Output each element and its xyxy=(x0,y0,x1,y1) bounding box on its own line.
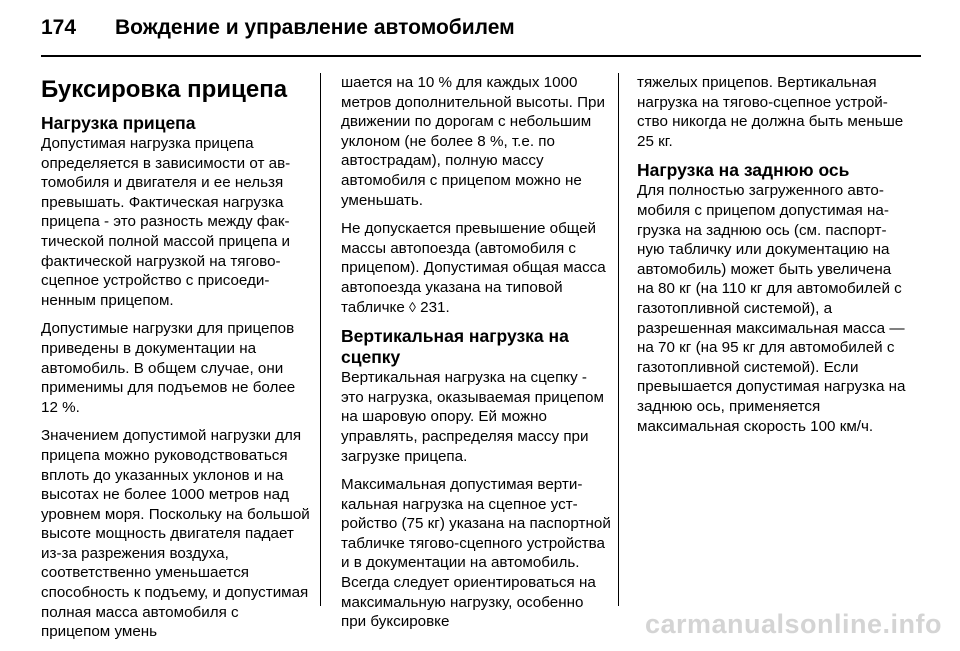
paragraph: тяжелых прицепов. Вертикальная нагрузка на тягово-сцепное устройство никогда не должна быть меньше 25 кг. xyxy=(637,74,904,150)
subsection-title-tongue-load: Вертикальная нагрузка на сцепку xyxy=(341,326,569,368)
section-title: Буксировка прицепа xyxy=(41,76,288,103)
page-number: 174 xyxy=(41,16,77,39)
paragraph xyxy=(341,219,611,317)
paragraph: Допустимые нагрузки для прицепов приведены в документации на автомобиль. В общем случае, они применимы для подъемов не более 12 %. xyxy=(41,320,296,416)
paragraph: Допустимая нагрузка прицепа определяется в зависимости от автомобиля и двигателя и ее нельзя превышать. Фактическая нагрузка прицепа - это разность между фактической полной массой прицепа и фактической нагрузкой на тягово-сцепное устройство с присоединенным прицепом. xyxy=(41,135,291,309)
text-column-3 xyxy=(637,73,907,445)
chapter-title: Вождение и управление автомобилем xyxy=(115,16,515,39)
text-column-2 xyxy=(341,73,611,641)
text-column-1 xyxy=(41,71,311,651)
paragraph-text: Не допускается превышение общей массы автопоезда (автомобиля с прицепом). Допустимая общая масса автопоезда указана на типовой табличке xyxy=(341,220,606,316)
page-reference-number: 231. xyxy=(415,298,450,316)
subsection-title-rear-axle-load: Нагрузка на заднюю ось xyxy=(637,160,850,181)
watermark: carmanualsonline.info xyxy=(644,609,942,639)
paragraph: шается на 10 % для каждых 1000 метров дополнительной высоты. При движении по дорогам с небольшим уклоном (не более 8 %, т.е. по автострадам), полную массу автомобиля с прицепом можно не уменьшать. xyxy=(341,74,605,209)
paragraph: Значением допустимой нагрузки для прицепа можно руководствоваться вплоть до указанных уклонов и на высотах не более 1000 метров над уровнем моря. Поскольку на большой высоте мощность двигателя падает из-за разрежения воздуха, соответственно уменьшается способность к подъему, и допустимая полная масса автомобиля с прицепом умень xyxy=(41,427,310,641)
page-reference-icon: ◊ xyxy=(409,298,416,315)
column-divider xyxy=(618,73,619,606)
column-divider xyxy=(320,73,321,606)
paragraph: Максимальная допустимая вертикальная нагрузка на сцепное устройство (75 кг) указана на паспортной табличке тягово-сцепного устройства и в документации на автомобиль. Всегда следует ориентироваться на максимальную нагрузку, особенно при буксировке xyxy=(341,476,611,631)
page-header xyxy=(41,16,921,50)
paragraph: Вертикальная нагрузка на сцепку - это нагрузка, оказываемая прицепом на шаровую опору. Ей можно управлять, распределяя массу при загрузке прицепа. xyxy=(341,369,604,465)
paragraph: Для полностью загруженного автомобиля с прицепом допустимая нагрузка на заднюю ось (см. паспортную табличку или документацию на автомобиль) может быть увеличена на 80 кг (на 110 кг для автомобилей с газотопливной системой), а разрешенная максимальная масса — на 70 кг (на 95 кг для автомобилей с газотопливной системой). Если превышается допустимая нагрузка на заднюю ось, применяется максимальная скорость 100 км/ч. xyxy=(637,182,906,435)
header-rule xyxy=(41,55,921,57)
subsection-title-trailer-load: Нагрузка прицепа xyxy=(41,113,196,133)
